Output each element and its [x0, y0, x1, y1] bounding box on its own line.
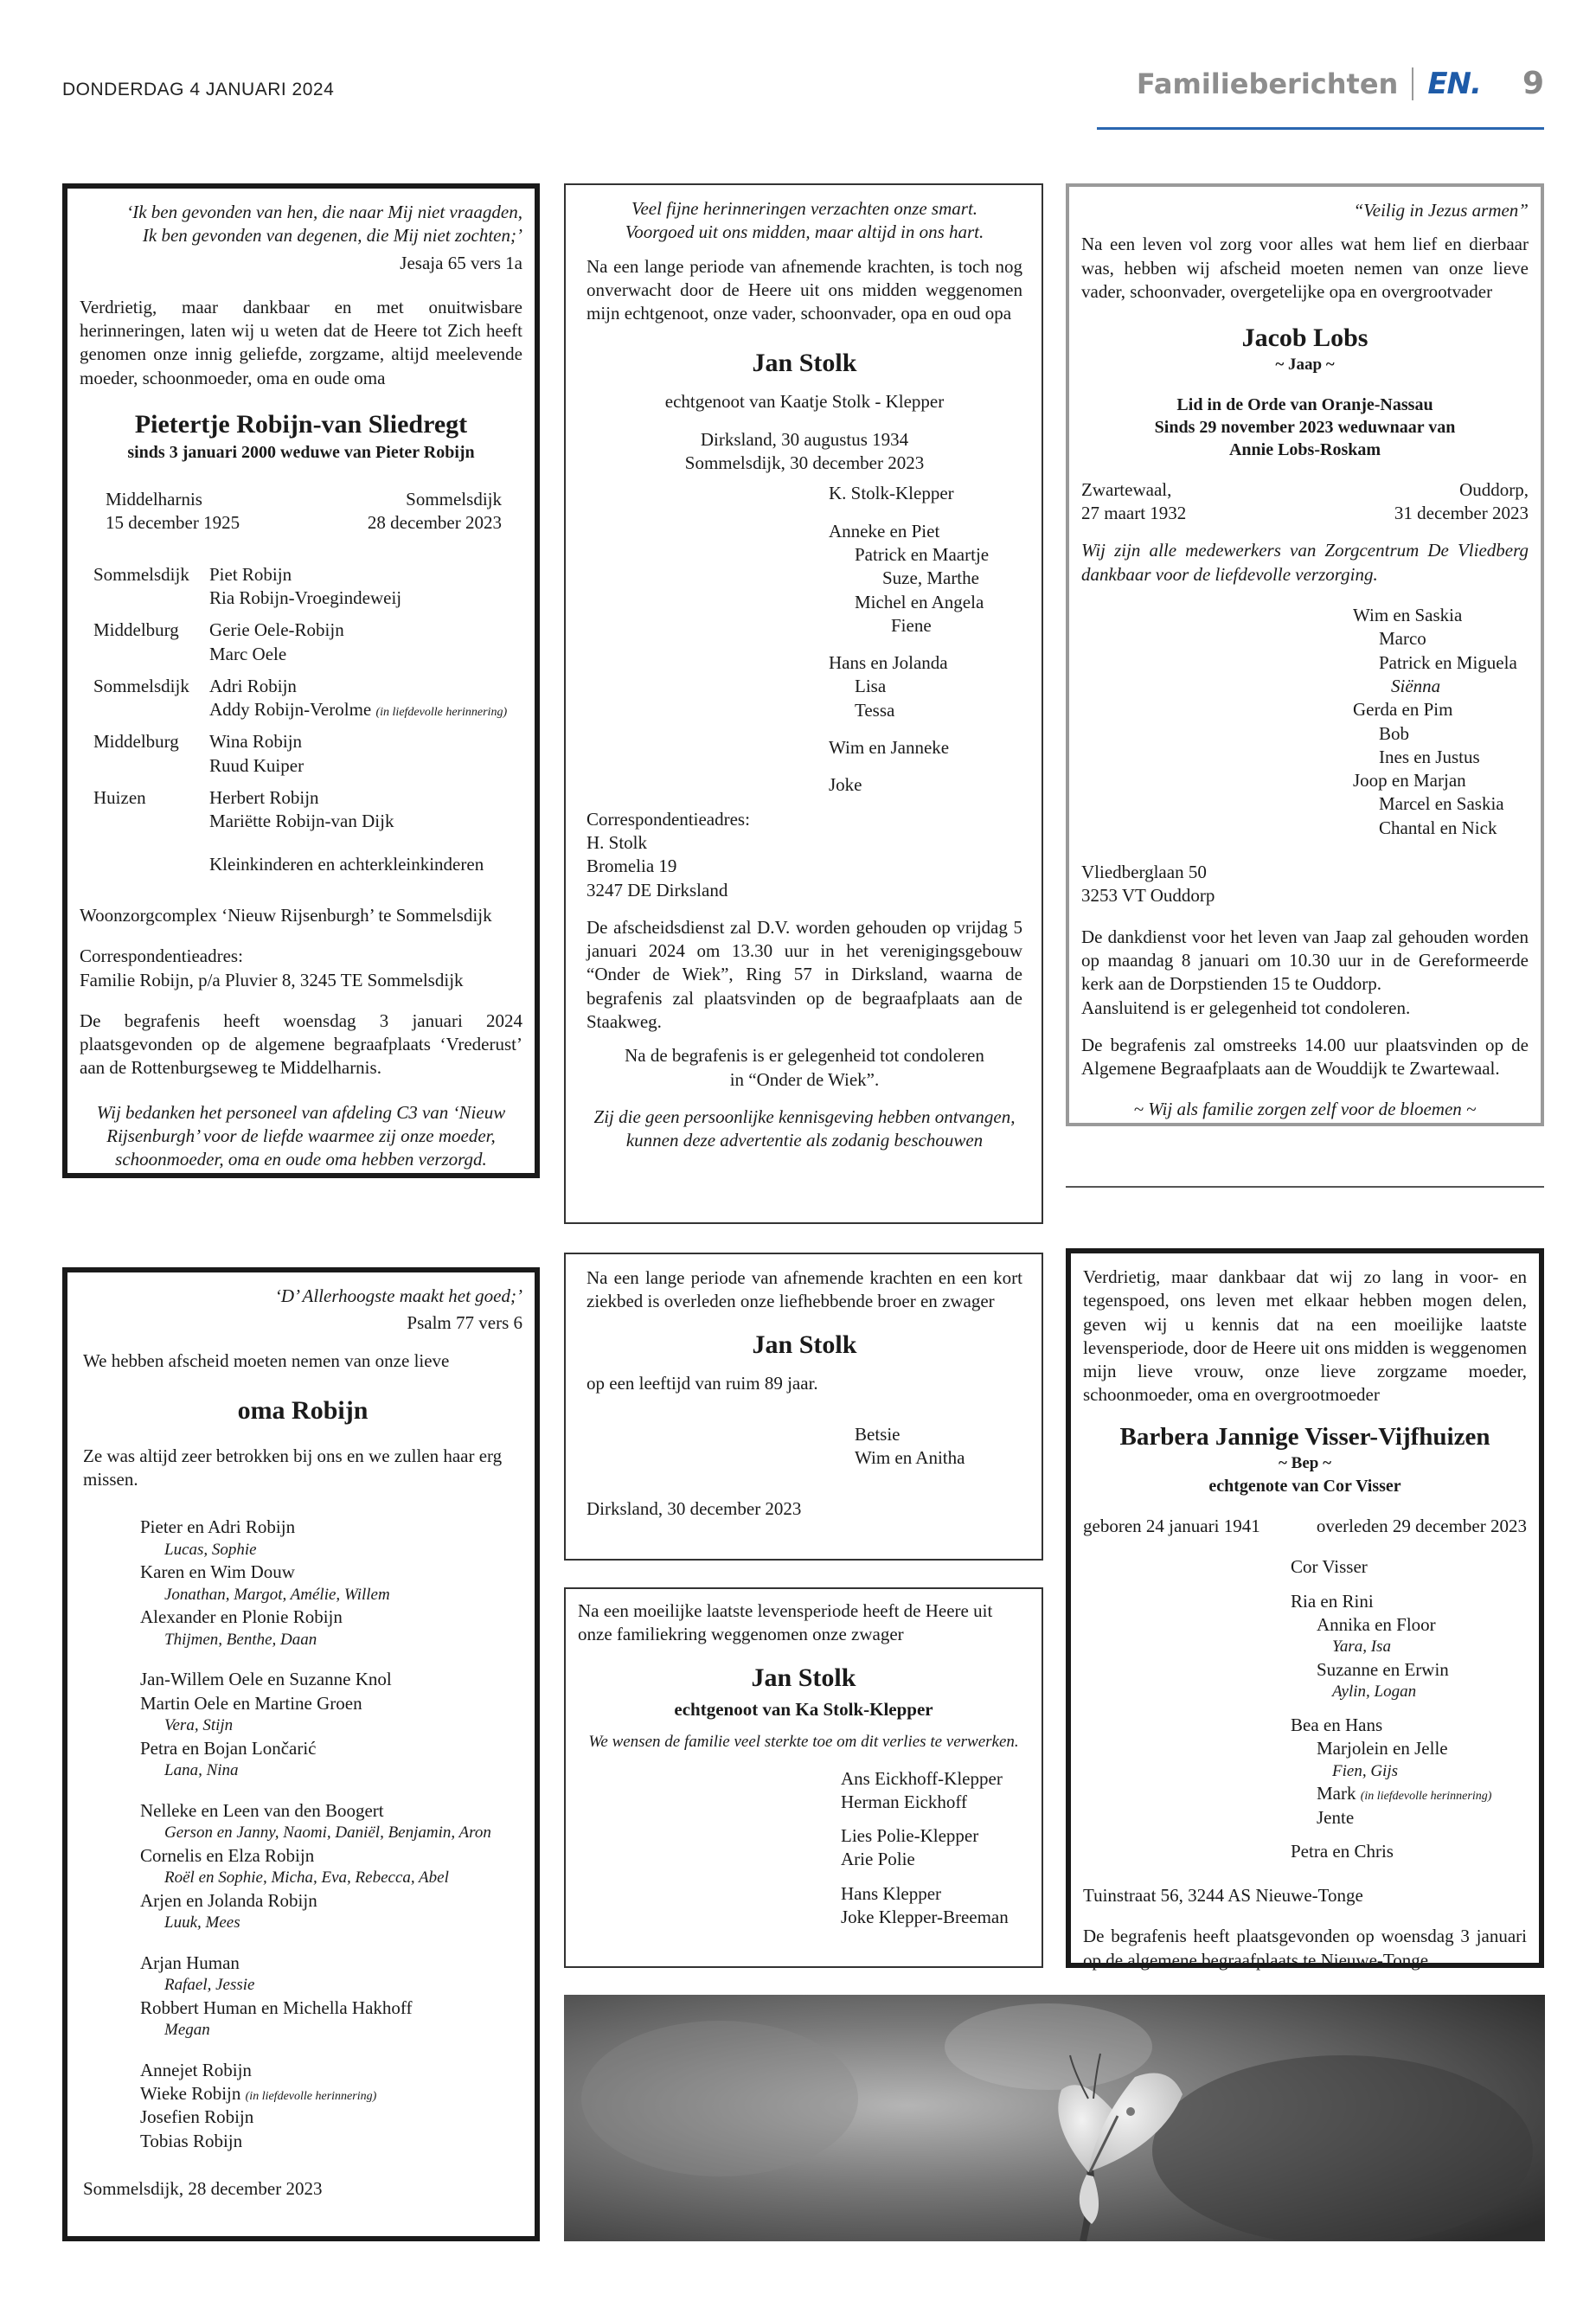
address-line-1: Vliedberglaan 50	[1081, 862, 1207, 883]
birth-place: Middelharnis	[106, 489, 202, 510]
family-member: Gerie Oele-Robijn	[209, 619, 344, 641]
family-member: Robbert Human en Michella Hakhoff	[140, 1997, 413, 2018]
notice-line-2: kunnen deze advertentie als zodanig beschouwen	[625, 1130, 984, 1151]
signer: Ans Eickhoff-Klepper	[841, 1767, 1003, 1789]
great-grandchildren: Lucas, Sophie	[164, 1540, 257, 1559]
signer: Joke Klepper-Breeman	[841, 1907, 1009, 1928]
family-member: Alexander en Plonie Robijn	[140, 1606, 343, 1628]
family-member: Marjolein en Jelle	[1317, 1738, 1448, 1759]
great-grandchildren: Lana, Nina	[164, 1761, 239, 1780]
deceased-name: Jan Stolk	[752, 349, 857, 378]
great-grandchildren: Gerson en Janny, Naomi, Daniël, Benjamin, Aron	[164, 1823, 491, 1842]
widower-line: Sinds 29 november 2023 weduwnaar van	[1154, 417, 1456, 437]
intro-text: We hebben afscheid moeten nemen van onze lieve	[83, 1349, 450, 1371]
great-grandchildren: Yara, Isa	[1332, 1638, 1391, 1657]
issue-date: DONDERDAG 4 JANUARI 2024	[62, 80, 335, 99]
great-grandchildren: Vera, Stijn	[164, 1716, 234, 1735]
dates-block	[1081, 478, 1529, 526]
birth-line: Dirksland, 30 augustus 1934	[700, 428, 909, 450]
header-rule	[1097, 127, 1544, 130]
quote-line-1: ‘Ik ben gevonden van hen, die naar Mij niet vraagden,	[126, 202, 522, 222]
deceased-name: Jacob Lobs	[1241, 324, 1368, 353]
family-member: Bob	[1379, 722, 1410, 744]
obituary-oma-robijn	[62, 1267, 540, 2241]
family-list	[586, 482, 1022, 797]
death-place: Sommelsdijk	[406, 489, 502, 510]
deceased-name: Pietertje Robijn-van Sliedregt	[134, 410, 468, 439]
great-grandchildren: Luuk, Mees	[164, 1913, 240, 1932]
signer: Hans Klepper	[841, 1882, 942, 1904]
page-header	[1137, 66, 1544, 101]
family-member: Jan-Willem Oele en Suzanne Knol	[140, 1669, 392, 1690]
grandchildren-line: Kleinkinderen en achterkleinkinderen	[209, 853, 484, 875]
obituary-robijn-van-sliedregt	[62, 183, 540, 1178]
butterfly-illustration	[564, 1995, 1545, 2241]
family-member: Wina Robijn	[209, 731, 303, 753]
birth-date: 15 december 1925	[106, 512, 240, 534]
obituary-jacob-lobs	[1066, 183, 1544, 1126]
address-line: Tuinstraat 56, 3244 AS Nieuwe-Tonge	[1083, 1885, 1363, 1907]
service-text: De dankdienst voor het leven van Jaap zal gehouden worden op maandag 8 januari om 10.30 uur in de Gereformeerde kerk aan de Dorpstienden 15 te Ouddorp.	[1081, 926, 1529, 995]
family-member: Ruud Kuiper	[209, 754, 304, 776]
family-place: Sommelsdijk	[93, 675, 189, 696]
signer: Arie Polie	[841, 1849, 915, 1870]
deceased-name: Barbera Jannige Visser-Vijfhuizen	[1119, 1422, 1490, 1451]
family-member: Pieter en Adri Robijn	[140, 1516, 296, 1538]
family-head: Anneke en Piet	[829, 520, 940, 542]
correspondence-line: 3247 DE Dirksland	[586, 879, 728, 901]
great-grandchildren: Thijmen, Benthe, Daan	[164, 1630, 317, 1649]
signer: Wim en Anitha	[855, 1447, 965, 1469]
family-member: Marcel en Saskia	[1379, 793, 1504, 815]
husband-name: Cor Visser	[1291, 1556, 1368, 1578]
family-member: Patrick en Miguela	[1379, 651, 1517, 673]
family-member: Cornelis en Elza Robijn	[140, 1844, 315, 1866]
great-grandchildren: Jonathan, Margot, Amélie, Willem	[164, 1585, 390, 1604]
family-row	[93, 666, 507, 722]
memory-note: (in liefdevolle herinnering)	[375, 706, 508, 720]
newspaper-logo: EN.	[1427, 66, 1481, 101]
family-row	[93, 721, 507, 778]
family-row	[93, 778, 507, 834]
family-member: Ria Robijn-Vroegindeweij	[209, 586, 402, 608]
great-grandchildren: Roël en Sophie, Micha, Eva, Rebecca, Abel	[164, 1868, 449, 1887]
page-number: 9	[1522, 66, 1544, 101]
family-member: Fiene	[891, 614, 932, 636]
dates-block	[1083, 1515, 1527, 1538]
memory-note: (in liefdevolle herinnering)	[245, 2089, 377, 2103]
nickname: ~ Bep ~	[1279, 1454, 1331, 1473]
family-member: Josefien Robijn	[140, 2106, 254, 2128]
widow-line: sinds 3 januari 2000 weduwe van Pieter Robijn	[127, 443, 475, 463]
obituary-visser-vijfhuizen	[1066, 1248, 1544, 1971]
family-member: Jente	[1317, 1806, 1355, 1828]
family-member: Herbert Robijn	[209, 787, 319, 809]
deceased-name: Jan Stolk	[752, 1330, 857, 1359]
announcement-text: Na een leven vol zorg voor alles wat hem lief en dierbaar was, hebben wij afscheid moeten nemen van onze lieve vader, schoonvader, overgetelijke opa en overgrootvader	[1081, 234, 1529, 302]
family-head: Gerda en Pim	[1353, 699, 1453, 721]
condolence-line-1: Na de begrafenis is er gelegenheid tot condoleren	[625, 1045, 984, 1067]
correspondence-line: Bromelia 19	[586, 856, 677, 877]
family-member: Adri Robijn	[209, 675, 297, 696]
family-member: Tessa	[855, 699, 895, 721]
correspondence-label: Correspondentieadres:	[80, 945, 243, 967]
age-line: op een leeftijd van ruim 89 jaar.	[586, 1372, 818, 1394]
family-member: Lisa	[855, 676, 887, 697]
death-line: overleden 29 december 2023	[1316, 1516, 1527, 1537]
family-member: Karen en Wim Douw	[140, 1561, 295, 1583]
correspondence-address: Familie Robijn, p/a Pluvier 8, 3245 TE Sommelsdijk	[80, 969, 464, 990]
quote-line: “Veilig in Jezus armen”	[1353, 200, 1529, 221]
signer: Lies Polie-Klepper	[841, 1825, 979, 1847]
family-head: Joke	[829, 774, 862, 796]
signer: Herman Eickhoff	[841, 1791, 967, 1812]
family-member: Ines en Justus	[1379, 746, 1480, 767]
family-list	[93, 563, 507, 876]
correspondence-label: Correspondentieadres:	[586, 808, 750, 830]
great-grandchildren: Megan	[164, 2020, 210, 2039]
family-member: Arjen en Jolanda Robijn	[140, 1889, 317, 1911]
family-head: Joop en Marjan	[1353, 770, 1466, 792]
announcement-text: Na een lange periode van afnemende krachten en een kort ziekbed is overleden onze liefhebbende broer en zwager	[586, 1267, 1022, 1312]
correspondence-line: H. Stolk	[586, 831, 648, 853]
obituary-jan-stolk-family	[564, 183, 1043, 1224]
spouse-line: echtgenote van Cor Visser	[1208, 1477, 1401, 1497]
family-head: Bea en Hans	[1291, 1715, 1383, 1736]
grandchildren-list	[83, 1516, 522, 2152]
family-member: Annejet Robijn	[140, 2059, 252, 2080]
family-member: Michel en Angela	[855, 591, 984, 612]
announcement-text: Na een lange periode van afnemende krachten, is toch nog onverwacht door de Heere uit ons midden weggenomen mijn echtgenoot, onze vader, schoonvader, opa en oud opa	[586, 255, 1022, 324]
funeral-text: De begrafenis heeft woensdag 3 januari 2024 plaatsgevonden op de algemene begraafplaats ‘Vrederust’ aan de Rottenburgseweg te Middelharnis.	[80, 1009, 522, 1079]
flowers-line: ~ Wij als familie zorgen zelf voor de bloemen ~	[1133, 1099, 1477, 1120]
honor-line: Lid in de Orde van Oranje-Nassau	[1176, 394, 1433, 414]
address-line-2: 3253 VT Ouddorp	[1081, 885, 1215, 907]
family-member: Marco	[1379, 628, 1426, 650]
family-member: Chantal en Nick	[1379, 817, 1497, 838]
family-head: Wim en Saskia	[1353, 605, 1463, 626]
family-list	[1083, 1555, 1527, 1863]
birth-line: geboren 24 januari 1941	[1083, 1516, 1260, 1537]
memory-note: (in liefdevolle herinnering)	[1360, 1790, 1492, 1804]
funeral-text: De begrafenis zal omstreeks 14.00 uur plaatsvinden op de Algemene Begraafplaats aan de Wouddijk te Zwartewaal.	[1081, 1034, 1529, 1080]
great-grandchild: Siënna	[1391, 675, 1441, 696]
family-member: Annika en Floor	[1317, 1614, 1436, 1636]
notice-line-1: Zij die geen persoonlijke kennisgeving hebben ontvangen,	[593, 1106, 1016, 1127]
header-divider	[1412, 67, 1413, 100]
spouse-line: echtgenoot van Kaatje Stolk - Klepper	[664, 391, 945, 413]
family-list	[1081, 604, 1529, 840]
family-member: Marc Oele	[209, 643, 287, 664]
family-row	[93, 610, 507, 666]
section-title: Familieberichten	[1136, 67, 1399, 100]
family-member: Petra en Bojan Lončarić	[140, 1737, 317, 1759]
residence-line: Woonzorgcomplex ‘Nieuw Rijsenburgh’ te Sommelsdijk	[80, 904, 492, 926]
announcement-text: Na een moeilijke laatste levensperiode heeft de Heere uit onze familiekring weggenomen onze zwager	[578, 1600, 993, 1645]
family-place: Middelburg	[93, 731, 179, 753]
family-member: Mariëtte Robijn-van Dijk	[209, 811, 394, 832]
family-member: Addy Robijn-Verolme	[209, 699, 372, 721]
family-member: Arjan Human	[140, 1952, 240, 1973]
column-divider	[1066, 1186, 1544, 1188]
family-member: Tobias Robijn	[140, 2130, 243, 2151]
quote-line: ‘D’ Allerhoogste maakt het goed;’	[274, 1285, 522, 1306]
poem-line-2: Voorgoed uit ons midden, maar altijd in ons hart.	[625, 221, 984, 243]
family-member: Mark	[1317, 1783, 1356, 1804]
place-date-footer: Sommelsdijk, 28 december 2023	[83, 2177, 323, 2199]
nickname: ~ Jaap ~	[1275, 356, 1335, 375]
signers	[578, 1767, 1029, 1930]
butterfly-photo	[564, 1995, 1545, 2241]
obituary-jan-stolk-siblings	[564, 1253, 1043, 1561]
bible-reference: Jesaja 65 vers 1a	[400, 252, 522, 273]
great-grandchildren: Fien, Gijs	[1332, 1761, 1398, 1780]
family-place: Sommelsdijk	[93, 563, 189, 585]
late-wife-name: Annie Lobs-Roskam	[1228, 439, 1381, 459]
thanks-text: Wij zijn alle medewerkers van Zorgcentrum De Vliedberg dankbaar voor de liefdevolle verzorging.	[1081, 540, 1529, 585]
psalm-reference: Psalm 77 vers 6	[407, 1312, 522, 1334]
service-text: De afscheidsdienst zal D.V. worden gehouden op vrijdag 5 januari 2024 om 13.30 uur in het verenigingsgebouw “Onder de Wiek”, Ring 57 in Dirksland, waarna de begrafenis zal plaatsvinden op de begraafplaats aan de Staakweg.	[586, 916, 1022, 1033]
great-grandchildren: Rafael, Jessie	[164, 1975, 255, 1994]
announcement-text: Verdrietig, maar dankbaar en met onuitwisbare herinneringen, laten wij u weten dat de Heere tot Zich heeft genomen onze innig geliefde, zorgzame, altijd meelevende moeder, schoonmoeder, oma en oude oma	[80, 296, 522, 388]
family-member: Suze, Marthe	[882, 567, 979, 589]
family-place: Huizen	[93, 787, 146, 809]
place-date-footer: Dirksland, 30 december 2023	[586, 1498, 802, 1520]
death-place: Ouddorp,	[1459, 478, 1529, 500]
deceased-name: Jan Stolk	[751, 1663, 856, 1692]
dates-block	[80, 488, 522, 535]
family-member: Patrick en Maartje	[855, 543, 990, 565]
death-date: 31 december 2023	[1394, 503, 1529, 524]
family-head: Hans en Jolanda	[829, 652, 948, 674]
widow-name: K. Stolk-Klepper	[829, 483, 954, 504]
spouse-line: echtgenoot van Ka Stolk-Klepper	[674, 1698, 933, 1720]
death-line: Sommelsdijk, 30 december 2023	[684, 452, 925, 474]
condolence-line-2: in “Onder de Wiek”.	[729, 1068, 880, 1090]
thanks-text: Wij bedanken het personeel van afdeling C3 van ‘Nieuw Rijsenburgh’ voor de liefde waarmee zij onze moeder, schoonmoeder, oma en oude oma hebben verzorgd.	[96, 1101, 506, 1170]
announcement-text: Verdrietig, maar dankbaar dat wij zo lang in voor- en tegenspoed, ons leven met elkaar hebben mogen delen, geven wij u kennis dat na een moeilijke laatste levensperiode, door de Heere uit ons midden is weggenomen mijn lieve vrouw, onze lieve zorgzame moeder, schoonmoeder, oma en overgrootmoeder	[1083, 1266, 1527, 1406]
signer: Betsie	[855, 1423, 901, 1445]
birth-place: Zwartewaal,	[1081, 478, 1172, 500]
deceased-name: oma Robijn	[237, 1395, 369, 1425]
wish-line: We wensen de familie veel sterkte toe om dit verlies te verwerken.	[588, 1732, 1019, 1751]
obituary-jan-stolk-in-laws	[564, 1587, 1043, 1968]
signers	[586, 1423, 1022, 1471]
family-head: Wim en Janneke	[829, 737, 950, 759]
family-member: Suzanne en Erwin	[1317, 1659, 1449, 1681]
condolence-line: Aansluitend is er gelegenheid tot condoleren.	[1081, 997, 1411, 1018]
family-member: Nelleke en Leen van den Boogert	[140, 1799, 384, 1821]
poem-line-1: Veel fijne herinneringen verzachten onze smart.	[631, 198, 978, 219]
family-member: Piet Robijn	[209, 563, 292, 585]
family-head: Petra en Chris	[1291, 1840, 1394, 1862]
family-member: Martin Oele en Martine Groen	[140, 1692, 362, 1714]
family-place: Middelburg	[93, 619, 179, 641]
family-member: Wieke Robijn	[140, 2082, 241, 2104]
funeral-text: De begrafenis heeft plaatsgevonden op woensdag 3 januari op de algemene begraafplaats te Nieuwe-Tonge.	[1083, 1926, 1527, 1971]
quote-line-2: Ik ben gevonden van degenen, die Mij niet zochten;’	[142, 225, 522, 247]
memory-text: Ze was altijd zeer betrokken bij ons en we zullen haar erg missen.	[83, 1445, 503, 1490]
family-row	[93, 563, 507, 611]
death-date: 28 december 2023	[367, 512, 502, 534]
birth-date: 27 maart 1932	[1081, 503, 1187, 524]
great-grandchildren: Aylin, Logan	[1332, 1682, 1417, 1702]
family-head: Ria en Rini	[1291, 1590, 1374, 1612]
